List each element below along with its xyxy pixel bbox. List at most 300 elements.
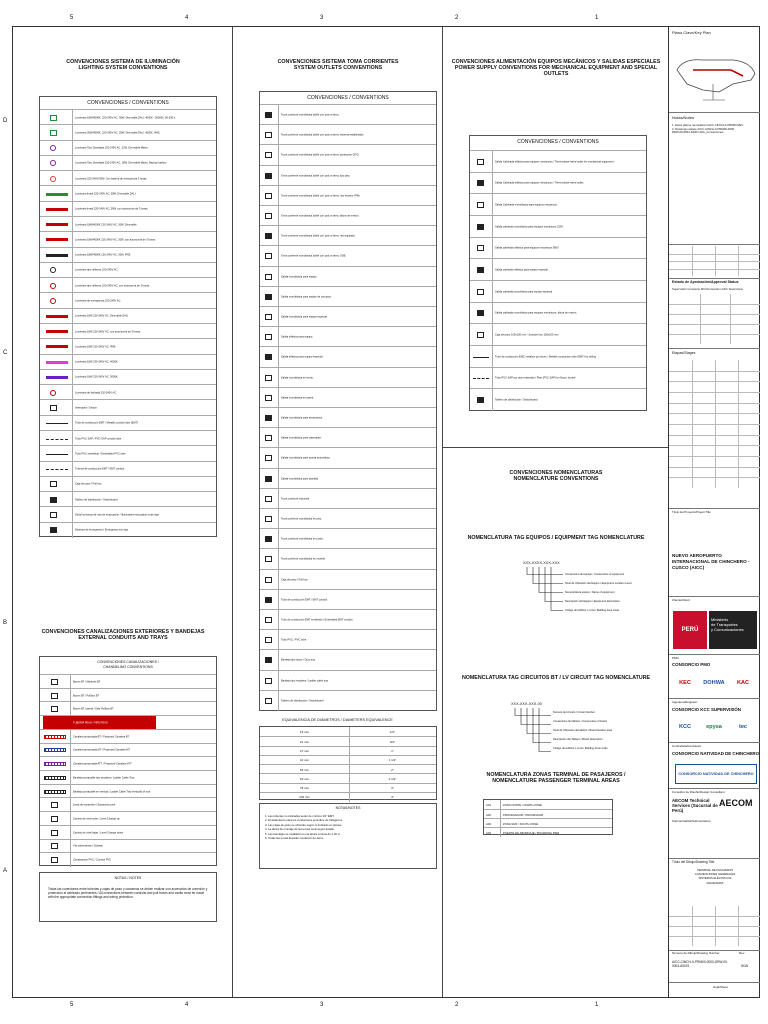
legend-symbol-icon [50, 145, 56, 151]
legend-divider [278, 570, 279, 590]
legend-row [40, 170, 216, 186]
legend-row [40, 729, 216, 744]
diameter-inch: 2 1/2" [388, 776, 397, 781]
legend-divider [492, 368, 493, 390]
legend-row [470, 172, 646, 195]
legend-divider [278, 388, 279, 408]
outlet-symbol-icon [265, 678, 272, 684]
tag-part-label: Nivel de Ubicación del tablero / Board location level [553, 729, 613, 732]
legend-divider [70, 812, 71, 826]
tb-grid-line [738, 360, 739, 488]
legend-row [260, 649, 436, 670]
tb-notes-lines [672, 124, 758, 135]
row-label: A [3, 868, 8, 874]
row-label: C [3, 350, 8, 356]
legend-row [260, 488, 436, 509]
legend-row [40, 338, 216, 354]
legend-label: Toma corriente monofásica doble con polo a tierra, USB. [281, 254, 347, 258]
diameter-mm: 27 mm [299, 749, 310, 754]
drawing-title-line: CONVENCIONES GENERALES [694, 872, 736, 877]
tb-sep-6 [669, 596, 760, 597]
legend-row [40, 461, 216, 477]
conduit-line-icon [473, 378, 489, 379]
legend-row [260, 144, 436, 165]
legend-row [40, 743, 216, 758]
outlet-symbol-icon [265, 556, 272, 562]
mechanical-symbol-icon [477, 332, 484, 338]
mechanical-table [469, 135, 647, 411]
contractor-name: CONSORCIO NATIVIDAD DE CHINCHERO [672, 751, 760, 756]
outlet-symbol-icon [265, 536, 272, 542]
column-label: 4 [185, 1002, 189, 1008]
tb-sep-9 [669, 742, 760, 743]
revision-label: Rev [739, 951, 745, 955]
legend-symbol-icon [46, 361, 68, 364]
terminal-code: A03 [486, 821, 491, 826]
supervision-logo: KCC [678, 724, 692, 730]
diameter-inch: 1/2" [389, 729, 396, 734]
legend-label: Luminaria 18W 220-240V AC. con autonomía de 3 horas. [75, 330, 141, 334]
supervision-logo: tec [738, 724, 748, 730]
legend-divider [70, 702, 71, 716]
legend-divider [70, 675, 71, 689]
legend-divider [72, 462, 73, 477]
legend-label: Buzón BT / Manhole BT [73, 680, 101, 684]
outlet-symbol-icon [265, 274, 272, 280]
legend-label: Salida Cableada monofásica para equipos mecánicos. [495, 203, 558, 207]
legend-label: Tablero de distribución / Switchboard [281, 699, 324, 703]
legend-divider [278, 125, 279, 145]
conduits-table [39, 656, 217, 866]
contractor-logo: CONSORCIO NATIVIDAD DE CHINCHERO [675, 764, 757, 784]
legend-label: Luminaria Tipo Downlight 220-240V AC, 18W. Dimmable Mains. Backup battery. [75, 161, 167, 165]
diameter-inch: 1 1/2" [388, 758, 397, 763]
legend-label: Tubo de conducción EMC metálica por techo / Metallic conduction tube (EMT) by ceiling [495, 355, 597, 359]
keyplan-label: Plano Clave/Key Plan [672, 30, 711, 35]
outlets-title [233, 59, 443, 71]
legend-row [40, 715, 216, 730]
diameter-table [259, 726, 437, 800]
column-label: 2 [455, 1002, 459, 1008]
legend-divider [278, 226, 279, 246]
legend-row [260, 205, 436, 226]
contractor-label: Contratista/Contractor [672, 744, 702, 748]
legend-symbol-icon [46, 423, 68, 424]
legend-row [470, 193, 646, 216]
column-label: 4 [185, 15, 189, 21]
equipment-tag-title: NOMENCLATURA TAG EQUIPOS / EQUIPMENT TAG NOMENCLATURE [467, 535, 645, 541]
legend-divider [72, 125, 73, 140]
title-block [668, 26, 760, 998]
legend-label: Salida monofásica para equipo de cómputo. [281, 295, 332, 299]
diameter-row [260, 727, 436, 736]
legend-symbol-icon [46, 315, 68, 318]
legend-label: Junta de expansión / Expansion joint [73, 803, 116, 807]
legend-row [260, 548, 436, 569]
tb-grid-line [700, 294, 701, 344]
diameter-inch: 1" [391, 749, 394, 754]
outlet-symbol-icon [265, 496, 272, 502]
legend-label: Bandeja portacable tipo escalera / Ladder Cable Tray [73, 776, 135, 780]
outlet-symbol-icon [265, 577, 272, 583]
legend-symbol-icon [46, 439, 68, 440]
legend-label: Tablero de distribución / Switchboard [495, 398, 538, 402]
legend-symbol-icon [50, 298, 56, 304]
outlet-symbol-icon [265, 415, 272, 421]
legend-row [260, 528, 436, 549]
panel-outlets [233, 27, 443, 997]
legend-label: Luminaria de emergencia 220-240V AC. [75, 299, 122, 303]
legend-divider [278, 610, 279, 630]
legend-label: Toma corriente monofásica en mueble. [281, 557, 326, 561]
legend-divider [278, 206, 279, 226]
tb-grid-line [669, 334, 760, 335]
legend-row [470, 345, 646, 368]
legend-label: Salida monofásica para equipo especial. [281, 315, 328, 319]
legend-label: Canaleta proyectada BT / Projected Canaleta BT [73, 735, 130, 739]
conduit-symbol-icon [51, 802, 58, 808]
lighting-title-es: CONVENCIONES SISTEMA DE ILUMINACIÓN [66, 59, 180, 65]
legend-label: Luminaria 18W/4000K 220-240V AC, 30W. con autonomía de 3 horas. [75, 238, 156, 242]
legend-divider [72, 523, 73, 538]
lighting-table-header: CONVENCIONES / CONVENTIONS [87, 100, 169, 106]
legend-label: Toma corriente monofásica doble con polo a tierra, tipo piso. [281, 174, 351, 178]
panel-lighting [13, 27, 233, 997]
legend-divider [70, 689, 71, 703]
legend-label: Tubo PVC embebido / Embedded PVC tube [75, 452, 126, 456]
outlet-symbol-icon [265, 334, 272, 340]
outlet-symbol-icon [265, 657, 272, 663]
legend-label: Salida cableada monofásica para equipo especial. [495, 290, 553, 294]
column-label: 5 [70, 15, 74, 21]
legend-symbol-icon [50, 267, 56, 273]
drawing-title-line: TERMINAL DE PASAJEROS [696, 868, 734, 872]
tag-leader-line [539, 708, 551, 752]
legend-symbol-icon [46, 454, 68, 455]
legend-divider [278, 691, 279, 711]
legend-label: Salida cableada trifásica para equipo especial. [495, 268, 549, 272]
tb-approval-grid [669, 294, 760, 344]
tb-grid-line [692, 906, 693, 946]
terminal-rows [484, 800, 612, 834]
pmo-logos [672, 676, 758, 690]
legend-divider [72, 110, 73, 125]
tag-leader-line [533, 567, 563, 584]
legend-label: Canaleta proyectada MT / Projected Canaleta MT [73, 748, 131, 752]
tray-symbol-icon [44, 776, 66, 780]
tray-symbol-icon [44, 748, 66, 752]
conduits-title-es: CONVENCIONES CANALIZACIONES EXTERIORES Y BANDEJAS [41, 629, 205, 635]
legend-row [260, 609, 436, 630]
legend-symbol-icon [46, 376, 68, 379]
terminal-name: ZONA SUR / SOUTH ZONE [503, 821, 538, 826]
legend-label: Bandeja tipo ducto / Duct tray [281, 658, 316, 662]
legend-row [470, 150, 646, 173]
legend-divider [72, 278, 73, 293]
legend-row [40, 140, 216, 156]
equipment-tag-leaders [523, 567, 563, 617]
legend-divider [70, 853, 71, 867]
legend-row [40, 701, 216, 716]
legend-row [470, 237, 646, 260]
mechanical-title-en: POWER SUPPLY CONVENTIONS FOR MECHANICAL EQUIPMENT AND SPECIAL OUTLETS [454, 65, 658, 78]
terminal-row [484, 827, 612, 837]
legend-row [260, 306, 436, 327]
legend-divider [72, 324, 73, 339]
legend-row [40, 292, 216, 308]
terminal-divider [500, 828, 501, 837]
outlet-symbol-icon [265, 173, 272, 179]
legend-label: Detector de emergencia / Emergency exit sign [75, 528, 129, 532]
legend-row [40, 216, 216, 232]
tb-grid-line [715, 360, 716, 488]
legend-row [40, 491, 216, 507]
mechanical-symbol-icon [477, 289, 484, 295]
tb-sep-7 [669, 654, 760, 655]
legend-row [260, 468, 436, 489]
legend-divider [278, 448, 279, 468]
legend-divider [278, 347, 279, 367]
legend-divider [492, 346, 493, 368]
approval-header: Estado de Aprobación/Approval Status [672, 280, 739, 284]
legend-divider [72, 400, 73, 415]
outlet-symbol-icon [265, 476, 272, 482]
legend-label: Luminaria 18W/4000K 220-240V AC, 30W. IP65. [75, 253, 131, 257]
column-label: 1 [595, 15, 599, 21]
tb-sep-2 [669, 244, 760, 245]
tag-part-label: Número del circuito / Circuit Number [553, 711, 595, 714]
legend-row [470, 367, 646, 390]
legend-divider [70, 730, 71, 744]
legend-divider [72, 156, 73, 171]
legend-row [40, 308, 216, 324]
note-line: 4. La altura de montaje de las tomas será según detalle. [265, 827, 335, 832]
revision-value: 00A [741, 963, 749, 968]
legend-row [40, 756, 216, 771]
legend-divider [278, 408, 279, 428]
legend-row [260, 104, 436, 125]
legend-row [40, 124, 216, 140]
tag-part-label: Nomenclatura equipo / Name of equipment [565, 591, 615, 594]
legend-label: Cambio de nivel bajar / Level Change down [73, 831, 124, 835]
legend-label: Salida Cableada trifásica para equipos mecánicos / Three-phase wired outlet for mechanical equipment. [495, 160, 615, 164]
legend-symbol-icon [46, 208, 68, 211]
conduits-title-en: EXTERNAL CONDUITS AND TRAYS [78, 635, 168, 642]
legend-row [40, 811, 216, 826]
ministry-line-2: de Transportes [711, 622, 738, 627]
tb-grid-line [715, 906, 716, 946]
peru-badge: PERÚ [673, 611, 707, 649]
mechanical-divider [443, 447, 668, 448]
tb-grid-line [738, 906, 739, 946]
tag-leader-line [545, 567, 563, 602]
legend-symbol-icon [46, 223, 68, 226]
conduits-notes [39, 872, 217, 922]
diameter-mm: 78 mm [299, 786, 310, 791]
legend-row [260, 690, 436, 711]
conduit-symbol-icon [51, 679, 58, 685]
legend-divider [278, 246, 279, 266]
terminal-divider [500, 800, 501, 809]
legend-symbol-icon [50, 130, 57, 136]
drawing-frame [12, 26, 760, 998]
terminal-name: ZONA NORTE / NORTH ZONE [503, 802, 542, 807]
legend-divider [278, 307, 279, 327]
legend-label: Salida monofásica para pantalla. [281, 477, 319, 481]
legend-symbol-icon [46, 469, 68, 470]
legend-label: Interruptor / Switch [75, 406, 97, 410]
legend-symbol-icon [46, 345, 68, 348]
conduits-title [13, 629, 233, 641]
diameter-mm: 16 mm [299, 729, 310, 734]
legend-label: Tubo de conducción EMT embebido / Embedded EMT conduit [281, 618, 353, 622]
legend-row [40, 839, 216, 854]
legend-row [260, 427, 436, 448]
ministry-line-1: Ministerio [711, 617, 729, 622]
legend-divider [72, 232, 73, 247]
legend-divider [72, 217, 73, 232]
legend-row [40, 415, 216, 431]
outlets-title-es: CONVENCIONES SISTEMA TOMA CORRIENTES [277, 59, 399, 65]
approval-sub: Supervisión Consorcio AKC/Consortium AKC Supervision [672, 287, 744, 291]
diameter-inch: 3/4" [389, 739, 396, 744]
drawing-title-line: SISTEMAS ELÉCTRICOS [698, 876, 732, 881]
legend-label: Toma corriente monofásica doble con polo a tierra, uso exterior IP66. [281, 194, 361, 198]
stages-header: Etapas/Stages [672, 351, 696, 355]
legend-label: Salida monofásica para calentador. [281, 436, 322, 440]
outlets-rows [260, 104, 436, 710]
legend-divider [72, 507, 73, 522]
conduit-symbol-icon [51, 706, 58, 712]
terminal-table [483, 799, 613, 835]
legend-row [40, 430, 216, 446]
legend-symbol-icon [46, 193, 68, 196]
mechanical-symbol-icon [477, 180, 484, 186]
outlet-symbol-icon [265, 253, 272, 259]
diameter-inch: 4" [391, 795, 394, 800]
project-label: Título del Proyecto/Project Title [672, 510, 711, 514]
tag-part-label: Nivel de Ubicación del Equipo / Equipment Location Level [565, 582, 632, 585]
legend-divider [278, 469, 279, 489]
column-label: 1 [595, 1002, 599, 1008]
legend-label: Salida monofásica para secamanos. [281, 416, 323, 420]
terminal-row [484, 800, 612, 809]
legend-row [40, 201, 216, 217]
outlet-symbol-icon [265, 637, 272, 643]
legend-label: Luminaria Tipo Downlight 220-240V AC, 12W. Dimmable Mains. [75, 146, 149, 150]
mechanical-symbol-icon [477, 310, 484, 316]
legend-symbol-icon [46, 254, 68, 257]
legend-divider [70, 744, 71, 758]
legend-label: Señal luminosa de ruta de evacuación / Illuminated evacuation route sign [75, 513, 160, 517]
legend-divider [278, 529, 279, 549]
terminal-name: PUENTE DE ABORDAJE / BOARDING PIER [503, 830, 560, 835]
keyplan-drawing [673, 40, 757, 110]
legend-label: Salida trifásica para equipo especial. [281, 355, 324, 359]
legend-row [40, 797, 216, 812]
legend-label: Luminaria 18W 220-240V AC. IP66. [75, 345, 117, 349]
legend-divider [492, 259, 493, 281]
outlet-symbol-icon [265, 294, 272, 300]
legend-divider [72, 309, 73, 324]
legend-divider [278, 630, 279, 650]
legend-label: Luminaria tipo reflector 220-240V AC. [75, 268, 119, 272]
legend-symbol-icon [50, 176, 56, 182]
legend-divider [278, 428, 279, 448]
legend-row [260, 589, 436, 610]
legend-label: Bandeja portacable en vertical / Ladder Cable Tray vertically of roof [73, 790, 151, 794]
legend-label: Caja de paso 100x100 mm / Junction box 100x100 mm [495, 333, 559, 337]
outlets-table-header: CONVENCIONES / CONVENTIONS [307, 95, 389, 101]
legend-divider [70, 826, 71, 840]
mechanical-title [443, 59, 669, 78]
note-line: 3. Las cajas de paso se ubicarán según lo indicado en planos. [265, 822, 343, 827]
legend-row [40, 825, 216, 840]
client-label: Cliente/Client [672, 598, 690, 602]
legend-symbol-icon [50, 497, 57, 503]
tb-sep-8 [669, 698, 760, 699]
legend-label: Toma corriente monofásica en piso. [281, 517, 322, 521]
legend-row [260, 124, 436, 145]
diameter-rows [260, 727, 436, 799]
mechanical-rows [470, 150, 646, 410]
legend-label: Luminaria lineal 220-240V AC, 28W. Dimmable DALI. [75, 192, 137, 196]
legend-label: Bandeja tipo escalera / Ladder cable tray [281, 679, 329, 683]
legend-row [470, 388, 646, 411]
outlet-symbol-icon [265, 132, 272, 138]
tb-grid-line [669, 314, 760, 315]
terminal-code: A01 [486, 802, 491, 807]
outlet-symbol-icon [265, 193, 272, 199]
legend-divider [278, 590, 279, 610]
legend-label: Luminaria 18W/4000K, 220-240V AC, 30W. Dimmable DALI. 4000K - 50000h. 60,000 h. [75, 116, 176, 120]
legend-divider [70, 771, 71, 785]
tb-notes-label: Notas/Notes [672, 115, 695, 120]
legend-row [40, 476, 216, 492]
legend-label: Luminaria lineal 220-240V AC, 28W. con autonomía de 3 horas. [75, 207, 149, 211]
legend-divider [278, 509, 279, 529]
column-label: 2 [455, 15, 459, 21]
aecom-logo: AECOM [719, 798, 753, 808]
legend-label: Tablero de distribución / Switchboard [75, 498, 118, 502]
legend-symbol-icon [46, 238, 68, 241]
legend-symbol-icon [50, 512, 57, 518]
legend-row [470, 302, 646, 325]
circuit-tag-leaders [511, 708, 551, 758]
legend-label: Salida cableada trifásica para equipos mecánicos 380V. [495, 246, 560, 250]
legend-row [260, 629, 436, 650]
legend-divider [72, 186, 73, 201]
note-line: 5. Las bandejas se instalarán a una altura mínima de 2.40 m. [265, 831, 341, 836]
outlets-notes-list [265, 814, 431, 840]
legend-label: Toma corriente monofásica en poste. [281, 537, 324, 541]
legend-divider [70, 757, 71, 771]
column-label: 3 [320, 15, 324, 21]
legend-divider [278, 267, 279, 287]
legend-row [40, 247, 216, 263]
tag-part-label: Descripción del Equipo / Equipment Description [565, 600, 620, 603]
legend-label: Salida monofásica para puerta automática. [281, 456, 331, 460]
pmo-name: CONSORCIO PMO [672, 662, 711, 667]
tag-part-label: Descripción del Tablero / Board Description [553, 738, 603, 741]
legend-row [260, 508, 436, 529]
legend-row [40, 277, 216, 293]
outlet-symbol-icon [265, 698, 272, 704]
terminal-title-1: NOMENCLATURA ZONAS TERMINAL DE PASAJEROS / [486, 772, 626, 778]
legend-row [40, 506, 216, 522]
drawing-title-line: DIAGRAMAS [706, 880, 724, 885]
diameter-row [260, 792, 436, 802]
